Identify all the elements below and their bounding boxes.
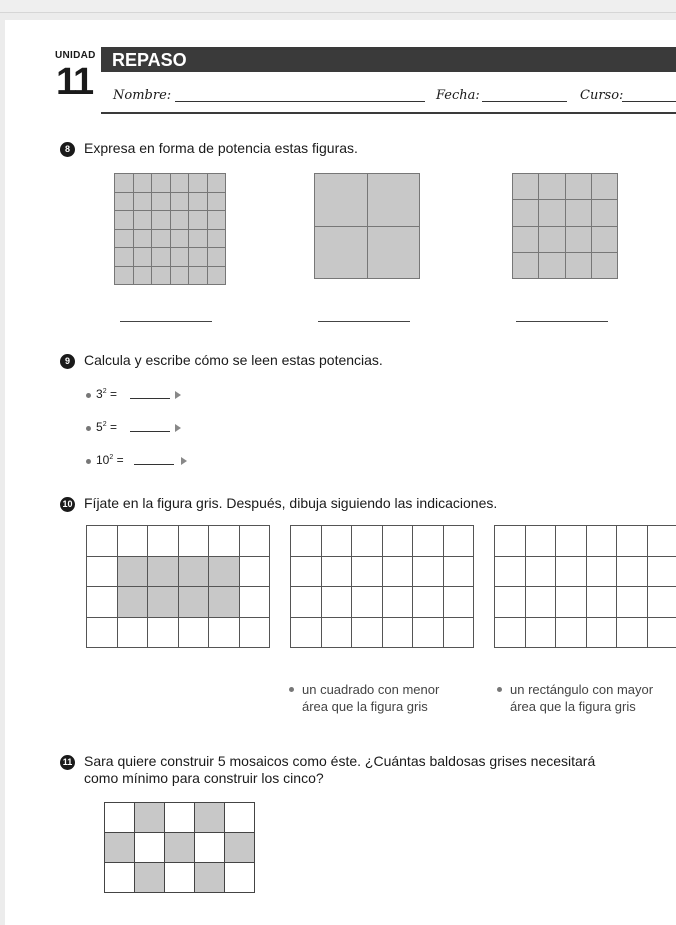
- exercise-11-instruction: Sara quiere construir 5 mosaicos como éste. ¿Cuántas baldosas grises necesitará como mínimo para construir los cinco?: [84, 753, 596, 786]
- power-expression: $10^2$ =: [96, 453, 124, 467]
- grid-cell: [152, 248, 170, 266]
- name-field[interactable]: [175, 101, 425, 102]
- grid-cell: [648, 526, 676, 556]
- grid-cell: [171, 267, 189, 285]
- answer-line[interactable]: [134, 464, 174, 465]
- answer-line-figure-2[interactable]: [318, 321, 410, 322]
- grid-cell: [189, 211, 207, 229]
- grid-cell: [118, 587, 148, 617]
- grid-cell: [165, 803, 194, 832]
- grid-cell: [587, 587, 617, 617]
- power-expression: $5^2$ =: [96, 420, 117, 434]
- grid-cell: [87, 618, 117, 648]
- exercise-9-instruction: Calcula y escribe cómo se leen estas potencias.: [84, 352, 383, 368]
- grid-cell: [648, 557, 676, 587]
- grid-cell: [617, 618, 647, 648]
- unit-number: 11: [56, 61, 93, 103]
- grid-cell: [592, 200, 617, 225]
- grid-cell: [115, 230, 133, 248]
- grid-cell: [315, 174, 367, 226]
- figure-2x2-square: [314, 173, 420, 279]
- grid-cell: [352, 587, 382, 617]
- answer-line-figure-3[interactable]: [516, 321, 608, 322]
- grid-cell: [444, 526, 474, 556]
- grid-cell: [383, 526, 413, 556]
- grid-cell: [291, 618, 321, 648]
- list-bullet: [86, 426, 91, 431]
- grid-cell: [539, 253, 564, 278]
- grid-cell: [225, 833, 254, 862]
- grid-cell: [179, 557, 209, 587]
- arrow-right-icon: [175, 424, 181, 432]
- grid-cell: [413, 557, 443, 587]
- grid-cell: [495, 526, 525, 556]
- exercise-11-badge: 11: [60, 755, 75, 770]
- grid-cell: [526, 587, 556, 617]
- grid-cell: [648, 587, 676, 617]
- grid-cell: [208, 211, 226, 229]
- grid-cell: [617, 557, 647, 587]
- grid-cell: [189, 267, 207, 285]
- grid-cell: [291, 557, 321, 587]
- grid-cell: [209, 587, 239, 617]
- grid-cell: [115, 267, 133, 285]
- grid-cell: [648, 618, 676, 648]
- grid-cell: [383, 618, 413, 648]
- tile-mosaic: [104, 802, 255, 893]
- grid-cell: [209, 526, 239, 556]
- answer-line-figure-1[interactable]: [120, 321, 212, 322]
- grid-cell: [526, 526, 556, 556]
- arrow-right-icon: [175, 391, 181, 399]
- grid-cell: [291, 587, 321, 617]
- grid-cell: [444, 587, 474, 617]
- grid-cell: [118, 526, 148, 556]
- grid-cell: [115, 193, 133, 211]
- grid-cell: [352, 557, 382, 587]
- list-bullet: [289, 687, 294, 692]
- grid-cell: [240, 526, 270, 556]
- grid-cell: [118, 618, 148, 648]
- grid-cell: [179, 526, 209, 556]
- arrow-right-icon: [181, 457, 187, 465]
- grid-cell: [322, 587, 352, 617]
- caption-rectangle: un rectángulo con mayor área que la figura gris: [510, 682, 654, 714]
- exercise-10-badge: 10: [60, 497, 75, 512]
- grid-cell: [105, 833, 134, 862]
- grid-cell: [118, 557, 148, 587]
- grid-cell: [617, 587, 647, 617]
- header-band: [101, 47, 676, 72]
- grid-cell: [134, 193, 152, 211]
- grid-cell: [368, 227, 420, 279]
- grid-cell: [209, 618, 239, 648]
- grid-cell: [556, 618, 586, 648]
- grid-cell: [539, 200, 564, 225]
- grid-cell: [165, 833, 194, 862]
- grid-cell: [566, 174, 591, 199]
- exercise-9-badge: 9: [60, 354, 75, 369]
- grid-cell: [189, 248, 207, 266]
- grid-cell: [587, 618, 617, 648]
- grid-cell: [135, 803, 164, 832]
- exercise-8-badge: 8: [60, 142, 75, 157]
- grid-cell: [368, 174, 420, 226]
- grid-cell: [322, 618, 352, 648]
- grid-cell: [556, 587, 586, 617]
- drawing-grid-rectangle[interactable]: [494, 525, 676, 648]
- grid-cell: [556, 526, 586, 556]
- caption-square: un cuadrado con menor área que la figura gris: [302, 682, 440, 714]
- grid-cell: [171, 193, 189, 211]
- grid-cell: [195, 803, 224, 832]
- grid-cell: [152, 211, 170, 229]
- grid-cell: [240, 587, 270, 617]
- grid-cell: [208, 230, 226, 248]
- grid-cell: [171, 211, 189, 229]
- reference-grid: [86, 525, 270, 648]
- grid-cell: [352, 526, 382, 556]
- grid-cell: [189, 230, 207, 248]
- grid-cell: [148, 587, 178, 617]
- grid-cell: [513, 174, 538, 199]
- grid-cell: [587, 557, 617, 587]
- grid-cell: [322, 526, 352, 556]
- grid-cell: [240, 618, 270, 648]
- figure-6x6-square: [114, 173, 226, 285]
- date-label: Fecha:: [436, 88, 480, 103]
- grid-cell: [539, 227, 564, 252]
- grid-cell: [134, 230, 152, 248]
- power-expression: $3^2$ =: [96, 387, 117, 401]
- grid-cell: [208, 248, 226, 266]
- grid-cell: [115, 248, 133, 266]
- grid-cell: [444, 618, 474, 648]
- grid-cell: [513, 227, 538, 252]
- grid-cell: [208, 174, 226, 192]
- grid-cell: [135, 833, 164, 862]
- grid-cell: [152, 230, 170, 248]
- answer-line[interactable]: [130, 398, 170, 399]
- unit-label: UNIDAD: [55, 50, 96, 61]
- grid-cell: [87, 557, 117, 587]
- grid-cell: [134, 211, 152, 229]
- figure-4x4-square: [512, 173, 618, 279]
- grid-cell: [495, 587, 525, 617]
- grid-cell: [148, 618, 178, 648]
- course-field[interactable]: [622, 101, 676, 102]
- grid-cell: [105, 863, 134, 892]
- grid-cell: [165, 863, 194, 892]
- grid-cell: [171, 230, 189, 248]
- list-bullet: [86, 393, 91, 398]
- grid-cell: [592, 253, 617, 278]
- grid-cell: [134, 174, 152, 192]
- grid-cell: [315, 227, 367, 279]
- grid-cell: [526, 618, 556, 648]
- grid-cell: [87, 526, 117, 556]
- grid-cell: [195, 833, 224, 862]
- grid-cell: [617, 526, 647, 556]
- grid-cell: [413, 618, 443, 648]
- name-label: Nombre:: [113, 88, 172, 103]
- grid-cell: [495, 557, 525, 587]
- grid-cell: [148, 557, 178, 587]
- grid-cell: [566, 253, 591, 278]
- grid-cell: [413, 526, 443, 556]
- grid-cell: [413, 587, 443, 617]
- grid-cell: [592, 227, 617, 252]
- grid-cell: [171, 248, 189, 266]
- grid-cell: [134, 248, 152, 266]
- grid-cell: [383, 557, 413, 587]
- grid-cell: [322, 557, 352, 587]
- grid-cell: [152, 193, 170, 211]
- grid-cell: [225, 803, 254, 832]
- grid-cell: [240, 557, 270, 587]
- grid-cell: [291, 526, 321, 556]
- exercise-10-instruction: Fíjate en la figura gris. Después, dibuja siguiendo las indicaciones.: [84, 495, 498, 511]
- grid-cell: [135, 863, 164, 892]
- grid-cell: [208, 267, 226, 285]
- grid-cell: [566, 227, 591, 252]
- grid-cell: [513, 200, 538, 225]
- exercise-8-instruction: Expresa en forma de potencia estas figuras.: [84, 140, 358, 156]
- grid-cell: [152, 267, 170, 285]
- grid-cell: [209, 557, 239, 587]
- grid-cell: [556, 557, 586, 587]
- answer-line[interactable]: [130, 431, 170, 432]
- grid-cell: [179, 618, 209, 648]
- drawing-grid-square[interactable]: [290, 525, 474, 648]
- grid-cell: [152, 174, 170, 192]
- course-label: Curso:: [580, 88, 624, 103]
- grid-cell: [195, 863, 224, 892]
- grid-cell: [513, 253, 538, 278]
- grid-cell: [587, 526, 617, 556]
- grid-cell: [134, 267, 152, 285]
- grid-cell: [179, 587, 209, 617]
- grid-cell: [148, 526, 178, 556]
- grid-cell: [189, 193, 207, 211]
- grid-cell: [115, 211, 133, 229]
- grid-cell: [539, 174, 564, 199]
- grid-cell: [383, 587, 413, 617]
- grid-cell: [225, 863, 254, 892]
- grid-cell: [189, 174, 207, 192]
- grid-cell: [566, 200, 591, 225]
- grid-cell: [87, 587, 117, 617]
- grid-cell: [444, 557, 474, 587]
- page-title: REPASO: [112, 50, 187, 70]
- date-field[interactable]: [482, 101, 567, 102]
- grid-cell: [592, 174, 617, 199]
- list-bullet: [497, 687, 502, 692]
- viewer-top-bar: [0, 0, 676, 13]
- grid-cell: [171, 174, 189, 192]
- grid-cell: [105, 803, 134, 832]
- grid-cell: [208, 193, 226, 211]
- grid-cell: [352, 618, 382, 648]
- list-bullet: [86, 459, 91, 464]
- grid-cell: [115, 174, 133, 192]
- grid-cell: [495, 618, 525, 648]
- header-divider: [101, 112, 676, 114]
- grid-cell: [526, 557, 556, 587]
